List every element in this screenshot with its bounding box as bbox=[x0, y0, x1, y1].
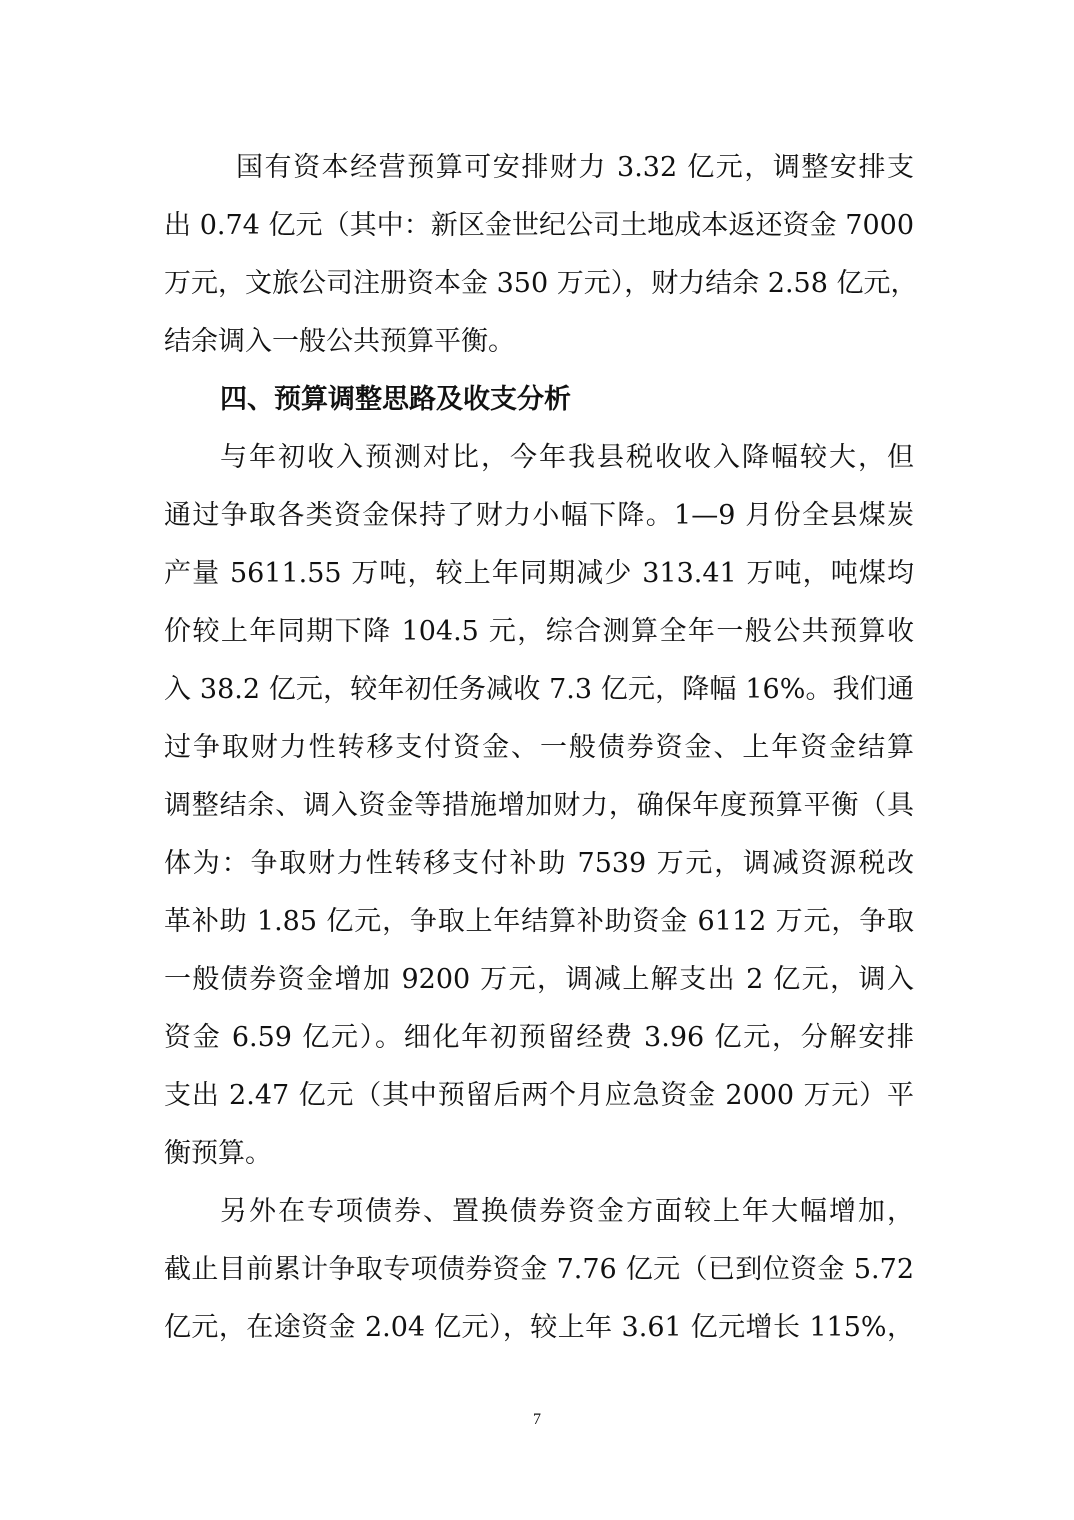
paragraph-3-line-2: 截止目前累计争取专项债券资金 7.76 亿元（已到位资金 5.72 bbox=[164, 1254, 914, 1285]
paragraph-3-line-1: 另外在专项债券、置换债券资金方面较上年大幅增加， bbox=[220, 1196, 914, 1227]
paragraph-2-line-4: 价较上年同期下降 104.5 元，综合测算全年一般公共预算收 bbox=[164, 616, 914, 647]
section-heading: 四、预算调整思路及收支分析 bbox=[220, 384, 571, 415]
paragraph-2-line-11: 资金 6.59 亿元）。细化年初预留经费 3.96 亿元，分解安排 bbox=[164, 1022, 914, 1053]
paragraph-2-line-12: 支出 2.47 亿元（其中预留后两个月应急资金 2000 万元）平 bbox=[164, 1080, 914, 1111]
paragraph-2-line-13: 衡预算。 bbox=[164, 1138, 272, 1169]
paragraph-1-line-1: 国有资本经营预算可安排财力 3.32 亿元，调整安排支 bbox=[236, 152, 914, 183]
page-number: 7 bbox=[533, 1411, 541, 1428]
paragraph-2-line-7: 调整结余、调入资金等措施增加财力，确保年度预算平衡（具 bbox=[164, 790, 914, 821]
paragraph-2-line-3: 产量 5611.55 万吨，较上年同期减少 313.41 万吨，吨煤均 bbox=[164, 558, 914, 589]
paragraph-2-line-6: 过争取财力性转移支付资金、一般债券资金、上年资金结算 bbox=[164, 732, 914, 763]
paragraph-1-line-4: 结余调入一般公共预算平衡。 bbox=[164, 326, 515, 357]
paragraph-3-line-3: 亿元，在途资金 2.04 亿元），较上年 3.61 亿元增长 115%， bbox=[164, 1312, 914, 1343]
paragraph-2-line-10: 一般债券资金增加 9200 万元，调减上解支出 2 亿元，调入 bbox=[164, 964, 914, 995]
paragraph-1-line-2: 出 0.74 亿元（其中：新区金世纪公司土地成本返还资金 7000 bbox=[164, 210, 914, 241]
paragraph-2-line-8: 体为：争取财力性转移支付补助 7539 万元，调减资源税改 bbox=[164, 848, 914, 879]
paragraph-2-line-9: 革补助 1.85 亿元，争取上年结算补助资金 6112 万元，争取 bbox=[164, 906, 914, 937]
paragraph-2-line-1: 与年初收入预测对比，今年我县税收收入降幅较大，但 bbox=[220, 442, 914, 473]
paragraph-1-line-3: 万元，文旅公司注册资本金 350 万元），财力结余 2.58 亿元， bbox=[164, 268, 918, 299]
paragraph-2-line-2: 通过争取各类资金保持了财力小幅下降。1—9 月份全县煤炭 bbox=[164, 500, 914, 531]
paragraph-2-line-5: 入 38.2 亿元，较年初任务减收 7.3 亿元，降幅 16%。我们通 bbox=[164, 674, 914, 705]
